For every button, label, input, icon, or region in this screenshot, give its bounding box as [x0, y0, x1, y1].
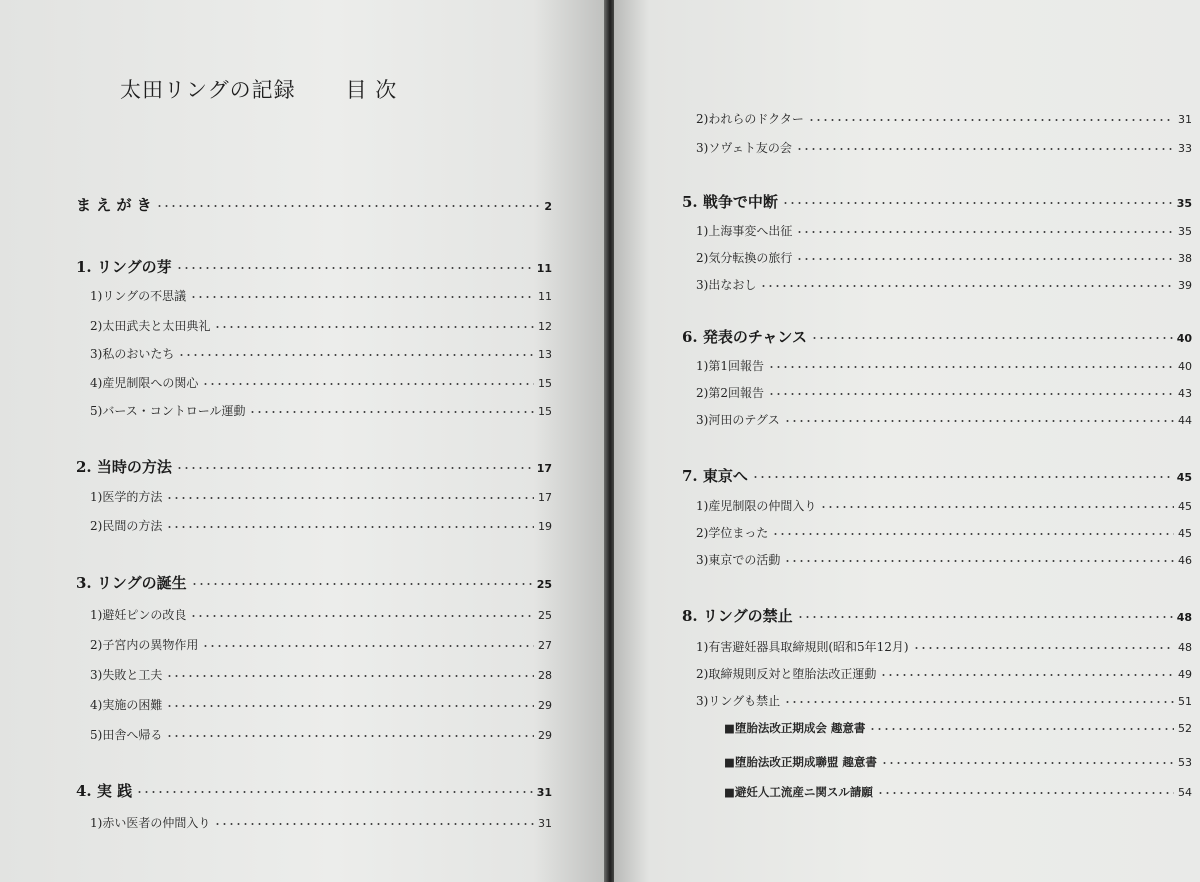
entry-label: 8. リングの禁止 [682, 607, 793, 625]
entry-label: 1)第1回報告 [696, 359, 764, 373]
leader-dots [784, 420, 1174, 422]
entry-label: 2)第2回報告 [696, 386, 764, 400]
leader-dots [202, 645, 534, 647]
leader-dots [913, 647, 1174, 649]
toc-entry[interactable] [76, 256, 552, 277]
entry-label: ■堕胎法改正期成聯盟 趣意書 [724, 755, 877, 769]
toc-entry[interactable] [696, 384, 1192, 401]
entry-label: 1)リングの不思議 [90, 289, 187, 303]
entry-label: ■堕胎法改正期成会 趣意書 [724, 721, 866, 735]
entry-page: 31 [538, 817, 552, 830]
entry-page: 48 [1178, 641, 1192, 654]
entry-page: 17 [538, 491, 552, 504]
entry-page: 49 [1178, 668, 1192, 681]
toc-entry[interactable] [696, 551, 1192, 568]
toc-entry[interactable] [90, 317, 552, 334]
entry-page: 15 [538, 377, 552, 390]
leader-dots [808, 119, 1174, 121]
leader-dots [156, 205, 541, 207]
leader-dots [880, 674, 1174, 676]
leader-dots [784, 560, 1174, 562]
entry-label: 1)有害避妊器具取締規則(昭和5年12月) [696, 640, 909, 654]
entry-page: 38 [1178, 252, 1192, 265]
leader-dots [797, 616, 1173, 618]
toc-entry[interactable] [682, 191, 1192, 212]
entry-label: ま え が き [76, 196, 152, 214]
leader-dots [760, 285, 1174, 287]
leader-dots [796, 258, 1174, 260]
leader-dots [784, 701, 1174, 703]
leader-dots [178, 354, 534, 356]
leader-dots [214, 326, 534, 328]
leader-dots [166, 526, 534, 528]
leader-dots [869, 728, 1174, 730]
entry-label: 2)学位まった [696, 526, 769, 540]
entry-page: 25 [536, 578, 552, 591]
entry-label: 4. 実 践 [76, 782, 133, 800]
toc-entry[interactable] [696, 139, 1192, 156]
entry-page: 15 [538, 405, 552, 418]
toc-entry[interactable] [696, 692, 1192, 709]
entry-label: 3)私のおいたち [90, 347, 175, 361]
entry-page: 19 [538, 520, 552, 533]
leader-dots [166, 497, 534, 499]
entry-label: 5. 戦争で中断 [682, 193, 778, 211]
entry-page: 48 [1176, 611, 1192, 624]
toc-entry[interactable] [90, 726, 552, 743]
entry-label: 2)民間の方法 [90, 519, 163, 533]
entry-page: 27 [538, 639, 552, 652]
toc-entry[interactable] [696, 524, 1192, 541]
leader-dots [752, 476, 1173, 478]
entry-page: 45 [1178, 527, 1192, 540]
entry-page: 11 [536, 262, 552, 275]
toc-entry[interactable] [682, 326, 1192, 347]
entry-label: 3. リングの誕生 [76, 574, 187, 592]
entry-page: 28 [538, 669, 552, 682]
title-suffix: 目 次 [345, 78, 398, 102]
leader-dots [796, 231, 1174, 233]
entry-label: 2)子宮内の異物作用 [90, 638, 199, 652]
entry-label: 1)医学的方法 [90, 490, 163, 504]
leader-dots [202, 383, 534, 385]
entry-label: 3)出なおし [696, 278, 757, 292]
toc-entry[interactable] [76, 456, 552, 477]
toc-entry[interactable] [724, 784, 1192, 800]
entry-page: 40 [1176, 332, 1192, 345]
leader-dots [191, 583, 533, 585]
entry-label: 5)バース・コントロール運動 [90, 404, 246, 418]
entry-page: 25 [538, 609, 552, 622]
entry-label: 6. 発表のチャンス [682, 328, 807, 346]
leader-dots [166, 705, 534, 707]
toc-entry[interactable] [90, 402, 552, 419]
entry-label: 3)リングも禁止 [696, 694, 781, 708]
toc-entry[interactable] [90, 696, 552, 713]
toc-entry[interactable] [90, 345, 552, 362]
entry-label: 3)河田のテグス [696, 413, 780, 427]
entry-page: 31 [536, 786, 552, 799]
toc-entry[interactable] [696, 638, 1192, 655]
toc-entry[interactable] [682, 465, 1192, 486]
entry-label: 1)避妊ピンの改良 [90, 608, 187, 622]
toc-entry[interactable] [90, 488, 552, 505]
leader-dots [782, 202, 1173, 204]
entry-page: 33 [1178, 142, 1192, 155]
toc-entry[interactable] [90, 287, 552, 304]
leader-dots [772, 533, 1174, 535]
toc-entry[interactable] [696, 276, 1192, 293]
entry-page: 29 [538, 699, 552, 712]
entry-page: 53 [1178, 756, 1192, 769]
entry-label: 2)太田武夫と太田典礼 [90, 319, 211, 333]
toc-entry[interactable] [696, 357, 1192, 374]
toc-entry[interactable] [76, 194, 552, 215]
toc-entry[interactable] [696, 249, 1192, 266]
toc-entry[interactable] [76, 780, 552, 801]
entry-page: 44 [1178, 414, 1192, 427]
entry-label: 2)われらのドクター [696, 112, 804, 126]
entry-label: 2)気分転換の旅行 [696, 251, 793, 265]
entry-label: 1)赤い医者の仲間入り [90, 816, 211, 830]
entry-page: 13 [538, 348, 552, 361]
leader-dots [249, 411, 534, 413]
entry-label: 4)実施の困難 [90, 698, 163, 712]
entry-label: ■避妊人工流産ニ関スル請願 [724, 785, 873, 799]
entry-page: 31 [1178, 113, 1192, 126]
toc-entry[interactable] [724, 720, 1192, 736]
entry-label: 5)田舎へ帰る [90, 728, 163, 742]
entry-page: 12 [538, 320, 552, 333]
leader-dots [768, 393, 1174, 395]
toc-entry[interactable] [696, 665, 1192, 682]
toc-entry[interactable] [90, 606, 552, 623]
entry-label: 2. 当時の方法 [76, 458, 172, 476]
entry-page: 52 [1178, 722, 1192, 735]
right-page [614, 0, 1200, 882]
entry-page: 11 [538, 290, 552, 303]
leader-dots [820, 506, 1174, 508]
entry-page: 46 [1178, 554, 1192, 567]
entry-page: 40 [1178, 360, 1192, 373]
entry-page: 39 [1178, 279, 1192, 292]
entry-page: 43 [1178, 387, 1192, 400]
entry-label: 7. 東京へ [682, 467, 748, 485]
entry-label: 4)産児制限への関心 [90, 376, 199, 390]
title-main: 太田リングの記録 [120, 78, 296, 102]
toc-entry[interactable] [696, 497, 1192, 514]
entry-label: 2)取締規則反対と堕胎法改正運動 [696, 667, 877, 681]
entry-page: 29 [538, 729, 552, 742]
leader-dots [190, 296, 534, 298]
leader-dots [136, 791, 533, 793]
entry-page: 35 [1178, 225, 1192, 238]
entry-page: 45 [1176, 471, 1192, 484]
toc-entry[interactable] [76, 572, 552, 593]
page-title [120, 74, 397, 104]
entry-page: 35 [1176, 197, 1192, 210]
entry-page: 17 [536, 462, 552, 475]
entry-label: 1. リングの芽 [76, 258, 172, 276]
entry-label: 3)ソヴェト友の会 [696, 141, 792, 155]
toc-entry[interactable] [724, 754, 1192, 770]
leader-dots [190, 615, 534, 617]
toc-entry[interactable] [90, 814, 552, 831]
entry-page: 54 [1178, 786, 1192, 799]
leader-dots [768, 366, 1174, 368]
entry-page: 51 [1178, 695, 1192, 708]
leader-dots [214, 823, 534, 825]
leader-dots [176, 267, 533, 269]
leader-dots [166, 675, 534, 677]
entry-page: 45 [1178, 500, 1192, 513]
entry-label: 1)産児制限の仲間入り [696, 499, 817, 513]
toc-entry[interactable] [682, 605, 1192, 626]
entry-label: 1)上海事変へ出征 [696, 224, 793, 238]
toc-entry[interactable] [90, 517, 552, 534]
entry-label: 3)東京での活動 [696, 553, 781, 567]
entry-label: 3)失敗と工夫 [90, 668, 163, 682]
leader-dots [877, 792, 1174, 794]
leader-dots [176, 467, 533, 469]
toc-entry[interactable] [696, 222, 1192, 239]
leader-dots [166, 735, 534, 737]
leader-dots [811, 337, 1173, 339]
leader-dots [796, 148, 1174, 150]
toc-entry[interactable] [90, 666, 552, 683]
toc-entry[interactable] [90, 636, 552, 653]
toc-entry[interactable] [696, 110, 1192, 127]
entry-page: 2 [544, 200, 552, 213]
toc-entry[interactable] [696, 411, 1192, 428]
toc-entry[interactable] [90, 374, 552, 391]
leader-dots [881, 762, 1174, 764]
